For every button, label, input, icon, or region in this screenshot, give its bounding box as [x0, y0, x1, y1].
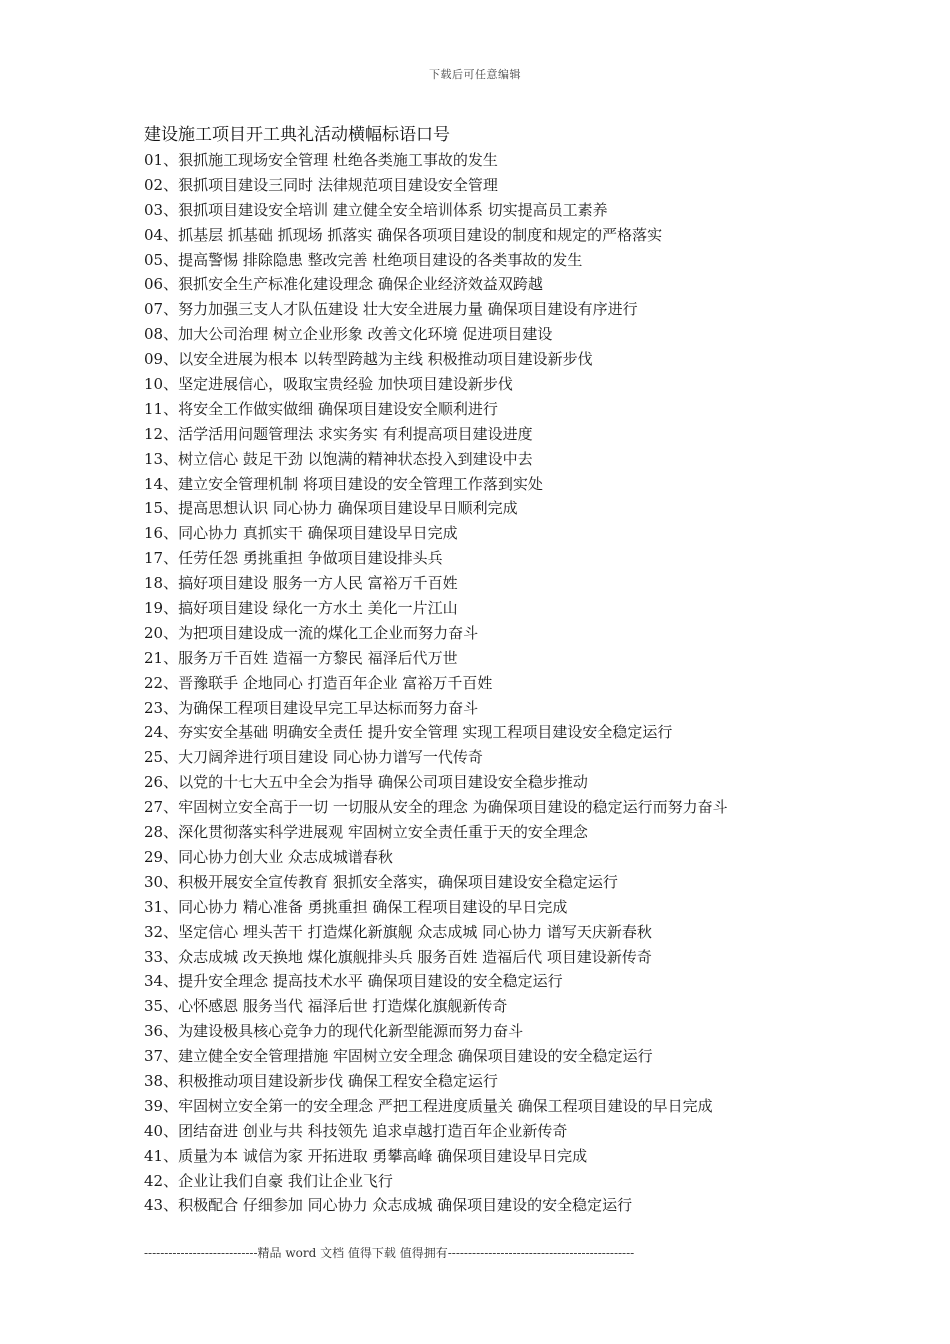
- slogan-item: 29、同心协力创大业 众志成城谱春秋: [144, 847, 393, 866]
- page-footer: ----------------------------精品 word 文档 值得下载 值得拥有----------------------------------------------: [144, 1246, 635, 1260]
- page-header: 下载后可任意编辑: [429, 68, 521, 81]
- slogan-item: 22、晋豫联手 企地同心 打造百年企业 富裕万千百姓: [144, 673, 493, 692]
- slogan-item: 33、众志成城 改天换地 煤化旗舰排头兵 服务百姓 造福后代 项目建设新传奇: [144, 947, 652, 966]
- slogan-item: 36、为建设极具核心竞争力的现代化新型能源而努力奋斗: [144, 1022, 524, 1041]
- slogan-item: 05、提高警惕 排除隐患 整改完善 杜绝项目建设的各类事故的发生: [144, 250, 583, 269]
- document-title: 建设施工项目开工典礼活动横幅标语口号: [144, 125, 450, 145]
- slogan-item: 39、牢固树立安全第一的安全理念 严把工程进度质量关 确保工程项目建设的早日完成: [144, 1096, 713, 1115]
- slogan-item: 02、狠抓项目建设三同时 法律规范项目建设安全管理: [144, 175, 498, 194]
- slogan-item: 15、提高思想认识 同心协力 确保项目建设早日顺利完成: [144, 499, 518, 518]
- slogan-list: [144, 148, 728, 1218]
- slogan-item: 03、狠抓项目建设安全培训 建立健全安全培训体系 切实提高员工素养: [144, 200, 608, 219]
- slogan-item: 25、大刀阔斧进行项目建设 同心协力谱写一代传奇: [144, 748, 483, 767]
- slogan-item: 16、同心协力 真抓实干 确保项目建设早日完成: [144, 524, 458, 543]
- slogan-item: 01、狠抓施工现场安全管理 杜绝各类施工事故的发生: [144, 151, 498, 169]
- slogan-item: 10、坚定进展信心，吸取宝贵经验 加快项目建设新步伐: [144, 375, 513, 394]
- slogan-item: 37、建立健全安全管理措施 牢固树立安全理念 确保项目建设的安全稳定运行: [144, 1047, 653, 1066]
- slogan-item: 17、任劳任怨 勇挑重担 争做项目建设排头兵: [144, 549, 443, 568]
- slogan-item: 08、加大公司治理 树立企业形象 改善文化环境 促进项目建设: [144, 325, 553, 344]
- slogan-item: 18、搞好项目建设 服务一方人民 富裕万千百姓: [144, 574, 458, 593]
- slogan-item: 43、积极配合 仔细参加 同心协力 众志成城 确保项目建设的安全稳定运行: [144, 1196, 633, 1215]
- slogan-item: 32、坚定信心 埋头苦干 打造煤化新旗舰 众志成城 同心协力 谱写天庆新春秋: [144, 922, 652, 941]
- slogan-item: 27、牢固树立安全高于一切 一切服从安全的理念 为确保项目建设的稳定运行而努力奋斗: [144, 798, 728, 817]
- slogan-item: 38、积极推动项目建设新步伐 确保工程安全稳定运行: [144, 1071, 498, 1090]
- slogan-item: 24、夯实安全基础 明确安全责任 提升安全管理 实现工程项目建设安全稳定运行: [144, 723, 673, 742]
- slogan-item: 21、服务万千百姓 造福一方黎民 福泽后代万世: [144, 648, 458, 667]
- slogan-item: 28、深化贯彻落实科学进展观 牢固树立安全责任重于天的安全理念: [144, 823, 588, 842]
- slogan-item: 06、狠抓安全生产标准化建设理念 确保企业经济效益双跨越: [144, 275, 543, 294]
- slogan-item: 12、活学活用问题管理法 求实务实 有利提高项目建设进度: [144, 424, 533, 443]
- slogan-item: 14、建立安全管理机制 将项目建设的安全管理工作落到实处: [144, 474, 543, 493]
- slogan-item: 40、团结奋进 创业与共 科技领先 追求卓越打造百年企业新传奇: [144, 1121, 568, 1140]
- slogan-item: 23、为确保工程项目建设早完工早达标而努力奋斗: [144, 698, 479, 717]
- slogan-item: 35、心怀感恩 服务当代 福泽后世 打造煤化旗舰新传奇: [144, 997, 508, 1016]
- slogan-item: 09、以安全进展为根本 以转型跨越为主线 积极推动项目建设新步伐: [144, 350, 593, 369]
- slogan-item: 42、企业让我们自豪 我们让企业飞行: [144, 1171, 393, 1190]
- slogan-item: 20、为把项目建设成一流的煤化工企业而努力奋斗: [144, 623, 479, 642]
- slogan-item: 31、同心协力 精心准备 勇挑重担 确保工程项目建设的早日完成: [144, 897, 568, 916]
- slogan-item: 34、提升安全理念 提高技术水平 确保项目建设的安全稳定运行: [144, 972, 563, 991]
- slogan-item: 04、抓基层 抓基础 抓现场 抓落实 确保各项项目建设的制度和规定的严格落实: [144, 225, 663, 244]
- slogan-item: 30、积极开展安全宣传教育 狠抓安全落实，确保项目建设安全稳定运行: [144, 872, 618, 891]
- slogan-item: 13、树立信心 鼓足干劲 以饱满的精神状态投入到建设中去: [144, 449, 533, 468]
- slogan-item: 19、搞好项目建设 绿化一方水土 美化一片江山: [144, 599, 458, 618]
- slogan-item: 41、质量为本 诚信为家 开拓进取 勇攀高峰 确保项目建设早日完成: [144, 1146, 588, 1165]
- slogan-item: 11、将安全工作做实做细 确保项目建设安全顺利进行: [144, 399, 498, 418]
- slogan-item: 07、努力加强三支人才队伍建设 壮大安全进展力量 确保项目建设有序进行: [144, 300, 638, 319]
- slogan-item: 26、以党的十七大五中全会为指导 确保公司项目建设安全稳步推动: [144, 773, 588, 792]
